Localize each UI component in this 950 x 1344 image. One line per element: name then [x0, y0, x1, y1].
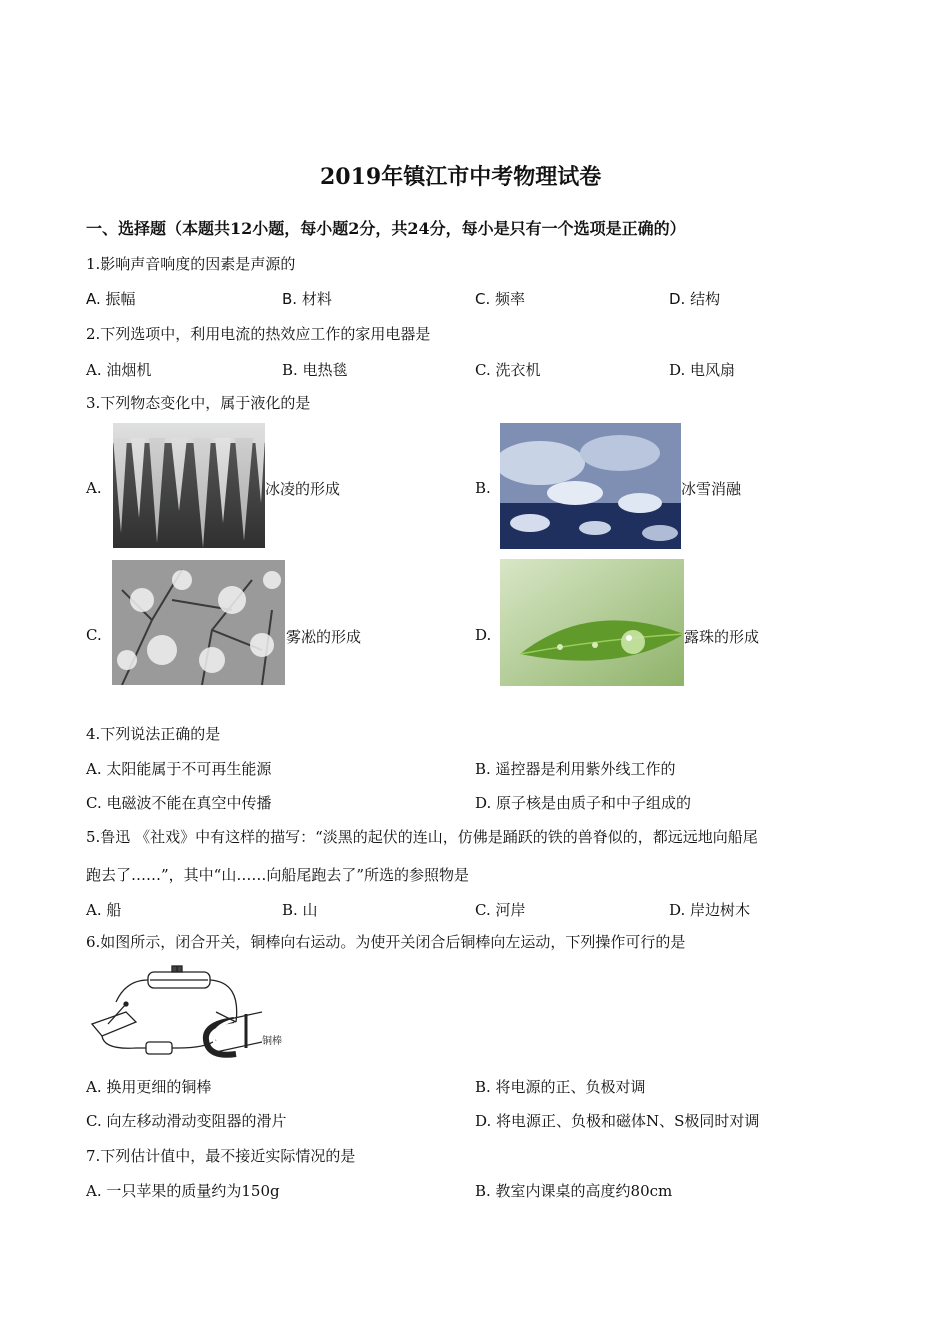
q3-option-d-letter: D.: [475, 626, 492, 644]
copper-rod-label: 铜棒: [262, 1036, 282, 1047]
q6-option-d: D. 将电源正、负极和磁体N、S极同时对调: [475, 1112, 760, 1130]
q5-option-b: B. 山: [282, 901, 318, 919]
q5-option-c: C. 河岸: [475, 901, 526, 919]
q4-option-b: B. 遥控器是利用紫外线工作的: [475, 760, 676, 778]
circuit-diagram: [86, 962, 282, 1062]
q3-caption-d: 露珠的形成: [684, 628, 760, 646]
q3-option-b-letter: B.: [475, 479, 491, 497]
q1-option-c: C. 频率: [475, 290, 526, 308]
question-1-stem: 1.影响声音响度的因素是声源的: [86, 255, 296, 273]
q6-option-b: B. 将电源的正、负极对调: [475, 1078, 646, 1096]
question-5-stem-line2: 跑去了……”，其中“山……向船尾跑去了”所选的参照物是: [86, 866, 470, 884]
page-title: 2019年镇江市中考物理试卷: [320, 164, 602, 190]
q3-caption-b: 冰雪消融: [681, 480, 742, 498]
q2-option-b: B. 电热毯: [282, 361, 348, 379]
q6-option-a: A. 换用更细的铜棒: [86, 1078, 212, 1096]
q1-option-b: B. 材料: [282, 290, 332, 308]
question-4-stem: 4.下列说法正确的是: [86, 725, 221, 743]
question-3-stem: 3.下列物态变化中，属于液化的是: [86, 394, 311, 412]
icicle-photo: [113, 423, 265, 548]
q6-option-c: C. 向左移动滑动变阻器的滑片: [86, 1112, 287, 1130]
q2-option-d: D. 电风扇: [669, 361, 736, 379]
q5-option-a: A. 船: [86, 901, 122, 919]
question-7-stem: 7.下列估计值中，最不接近实际情况的是: [86, 1147, 356, 1165]
q4-option-d: D. 原子核是由质子和中子组成的: [475, 794, 692, 812]
rime-tree-photo: [112, 560, 285, 685]
q4-option-c: C. 电磁波不能在真空中传播: [86, 794, 272, 812]
question-6-stem: 6.如图所示，闭合开关，铜棒向右运动。为使开关闭合后铜棒向左运动，下列操作可行的是: [86, 933, 686, 951]
q5-option-d: D. 岸边树木: [669, 901, 751, 919]
q1-option-d: D. 结构: [669, 290, 721, 308]
q7-option-a: A. 一只苹果的质量约为150g: [86, 1182, 280, 1200]
q3-caption-c: 雾凇的形成: [286, 628, 362, 646]
q2-option-c: C. 洗衣机: [475, 361, 541, 379]
section-heading: 一、选择题（本题共12小题，每小题2分，共24分，每小是只有一个选项是正确的）: [86, 219, 686, 238]
question-5-stem-line1: 5.鲁迅 《社戏》中有这样的描写：“淡黑的起伏的连山，仿佛是踊跃的铁的兽脊似的，都远远地向船尾: [86, 828, 758, 846]
dewdrop-leaf-photo: [500, 559, 684, 686]
q4-option-a: A. 太阳能属于不可再生能源: [86, 760, 272, 778]
q3-caption-a: 冰凌的形成: [265, 480, 341, 498]
q7-option-b: B. 教室内课桌的高度约80cm: [475, 1182, 673, 1200]
q3-option-a-letter: A.: [86, 479, 102, 497]
q3-option-c-letter: C.: [86, 626, 102, 644]
question-2-stem: 2.下列选项中，利用电流的热效应工作的家用电器是: [86, 325, 431, 343]
melting-ice-photo: [500, 423, 681, 549]
q1-option-a: A. 振幅: [86, 290, 136, 308]
q2-option-a: A. 油烟机: [86, 361, 152, 379]
